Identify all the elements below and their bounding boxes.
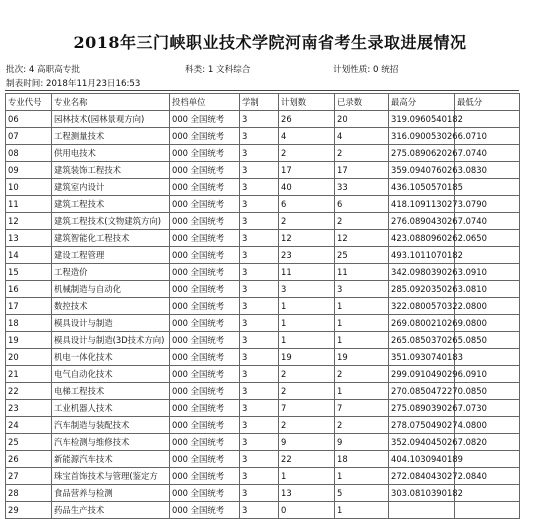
table-cell: 食品营养与检测 bbox=[52, 485, 170, 502]
table-cell: 1 bbox=[279, 298, 335, 315]
table-cell: 000 全国统考 bbox=[170, 468, 240, 485]
table-cell: 机械制造与自动化 bbox=[52, 281, 170, 298]
table-cell: 1 bbox=[335, 332, 389, 349]
table-cell: 3 bbox=[240, 400, 279, 417]
table-cell: 3 bbox=[240, 383, 279, 400]
table-row bbox=[6, 417, 520, 434]
header-cell: 最高分 bbox=[389, 94, 455, 111]
table-cell: 3 bbox=[240, 434, 279, 451]
table-cell: 3 bbox=[240, 451, 279, 468]
table-cell: 3 bbox=[240, 128, 279, 145]
table-cell: 000 全国统考 bbox=[170, 264, 240, 281]
table-cell: 4 bbox=[279, 128, 335, 145]
table-cell: 436.1050570185 bbox=[389, 179, 455, 196]
table-cell: 27 bbox=[6, 468, 52, 485]
table-cell: 3 bbox=[240, 179, 279, 196]
table-cell: 22 bbox=[6, 383, 52, 400]
table-cell: 3 bbox=[240, 230, 279, 247]
table-cell: 药品生产技术 bbox=[52, 502, 170, 519]
table-cell: 园林技术(园林景观方向) bbox=[52, 111, 170, 128]
table-cell: 2 bbox=[279, 366, 335, 383]
table-cell: 16 bbox=[6, 281, 52, 298]
table-cell: 000 全国统考 bbox=[170, 213, 240, 230]
table-cell bbox=[455, 451, 520, 468]
table-cell: 000 全国统考 bbox=[170, 145, 240, 162]
table-cell: 3 bbox=[240, 145, 279, 162]
table-cell: 3 bbox=[240, 349, 279, 366]
table-cell: 12 bbox=[6, 213, 52, 230]
table-row bbox=[6, 179, 520, 196]
table-cell: 22 bbox=[279, 451, 335, 468]
table-row bbox=[6, 451, 520, 468]
table-cell: 19 bbox=[279, 349, 335, 366]
table-cell: 建设工程管理 bbox=[52, 247, 170, 264]
table-cell: 15 bbox=[6, 264, 52, 281]
table-cell: 13 bbox=[6, 230, 52, 247]
table-cell: 269.0800210269.0800 bbox=[389, 315, 455, 332]
table-cell: 000 全国统考 bbox=[170, 400, 240, 417]
table-cell: 270.0850472270.0850 bbox=[389, 383, 455, 400]
table-cell: 303.0810390182 bbox=[389, 485, 455, 502]
table-cell: 2 bbox=[335, 145, 389, 162]
table-cell: 17 bbox=[6, 298, 52, 315]
table-cell: 3 bbox=[240, 485, 279, 502]
table-cell bbox=[455, 111, 520, 128]
table-cell: 数控技术 bbox=[52, 298, 170, 315]
table-cell: 3 bbox=[240, 196, 279, 213]
table-cell: 3 bbox=[240, 281, 279, 298]
table-cell: 2 bbox=[279, 213, 335, 230]
table-cell: 000 全国统考 bbox=[170, 417, 240, 434]
table-cell: 3 bbox=[240, 502, 279, 519]
table-cell: 28 bbox=[6, 485, 52, 502]
category-info: 科类: 1 文科综合 bbox=[185, 65, 251, 75]
admission-table bbox=[5, 93, 520, 519]
table-cell: 机电一体化技术 bbox=[52, 349, 170, 366]
table-cell bbox=[455, 349, 520, 366]
table-cell: 建筑智能化工程技术 bbox=[52, 230, 170, 247]
table-cell: 3 bbox=[240, 366, 279, 383]
table-cell: 6 bbox=[335, 196, 389, 213]
table-cell: 3 bbox=[240, 315, 279, 332]
table-cell: 23 bbox=[6, 400, 52, 417]
table-cell: 000 全国统考 bbox=[170, 349, 240, 366]
table-cell: 3 bbox=[240, 332, 279, 349]
table-cell: 000 全国统考 bbox=[170, 179, 240, 196]
table-cell: 模具设计与制造(3D技术方向) bbox=[52, 332, 170, 349]
table-cell: 5 bbox=[335, 485, 389, 502]
table-cell: 2 bbox=[279, 145, 335, 162]
table-cell: 19 bbox=[335, 349, 389, 366]
table-cell: 299.0910490296.0910 bbox=[389, 366, 455, 383]
table-cell: 电梯工程技术 bbox=[52, 383, 170, 400]
table-row bbox=[6, 230, 520, 247]
table-cell: 4 bbox=[335, 128, 389, 145]
table-cell: 3 bbox=[240, 213, 279, 230]
table-cell: 18 bbox=[335, 451, 389, 468]
table-cell: 285.0920350263.0810 bbox=[389, 281, 455, 298]
table-cell: 3 bbox=[279, 281, 335, 298]
table-cell: 12 bbox=[279, 230, 335, 247]
table-cell: 423.0880960262.0650 bbox=[389, 230, 455, 247]
table-cell: 建筑工程技术 bbox=[52, 196, 170, 213]
header-cell: 专业名称 bbox=[52, 94, 170, 111]
table-cell: 3 bbox=[240, 468, 279, 485]
header-cell: 计划数 bbox=[279, 94, 335, 111]
table-cell: 20 bbox=[335, 111, 389, 128]
table-row bbox=[6, 366, 520, 383]
table-row bbox=[6, 264, 520, 281]
table-cell: 25 bbox=[6, 434, 52, 451]
table-cell: 电气自动化技术 bbox=[52, 366, 170, 383]
table-body bbox=[6, 111, 520, 519]
table-cell: 265.0850370265.0850 bbox=[389, 332, 455, 349]
table-row bbox=[6, 468, 520, 485]
header-cell: 专业代号 bbox=[6, 94, 52, 111]
table-cell: 000 全国统考 bbox=[170, 111, 240, 128]
table-row bbox=[6, 502, 520, 519]
table-cell: 3 bbox=[240, 111, 279, 128]
table-cell: 3 bbox=[240, 247, 279, 264]
table-cell: 000 全国统考 bbox=[170, 281, 240, 298]
table-cell: 19 bbox=[6, 332, 52, 349]
table-cell: 20 bbox=[6, 349, 52, 366]
table-cell: 319.0960540182 bbox=[389, 111, 455, 128]
header-cell: 最低分 bbox=[455, 94, 520, 111]
table-cell: 000 全国统考 bbox=[170, 383, 240, 400]
table-cell: 278.0750490274.0800 bbox=[389, 417, 455, 434]
table-row bbox=[6, 485, 520, 502]
table-cell: 新能源汽车技术 bbox=[52, 451, 170, 468]
table-cell: 26 bbox=[6, 451, 52, 468]
header-cell: 已录数 bbox=[335, 94, 389, 111]
table-cell: 000 全国统考 bbox=[170, 247, 240, 264]
table-cell: 29 bbox=[6, 502, 52, 519]
table-row bbox=[6, 247, 520, 264]
table-cell: 1 bbox=[279, 468, 335, 485]
table-cell: 000 全国统考 bbox=[170, 298, 240, 315]
table-cell: 供用电技术 bbox=[52, 145, 170, 162]
table-cell: 11 bbox=[335, 264, 389, 281]
table-cell: 26 bbox=[279, 111, 335, 128]
table-cell: 3 bbox=[335, 281, 389, 298]
table-header-row bbox=[6, 94, 520, 111]
table-row bbox=[6, 128, 520, 145]
table-cell: 21 bbox=[6, 366, 52, 383]
table-cell: 3 bbox=[240, 264, 279, 281]
made-time-info: 制表时间: 2018年11月23日16:53 bbox=[6, 79, 141, 89]
table-cell: 建筑室内设计 bbox=[52, 179, 170, 196]
table-cell: 14 bbox=[6, 247, 52, 264]
table-cell: 1 bbox=[335, 383, 389, 400]
table-row bbox=[6, 196, 520, 213]
table-cell bbox=[455, 247, 520, 264]
table-cell: 工程造价 bbox=[52, 264, 170, 281]
table-cell: 1 bbox=[279, 315, 335, 332]
table-cell: 359.0940760263.0830 bbox=[389, 162, 455, 179]
table-cell bbox=[455, 485, 520, 502]
table-row bbox=[6, 332, 520, 349]
table-cell: 000 全国统考 bbox=[170, 434, 240, 451]
table-cell: 1 bbox=[279, 332, 335, 349]
table-cell: 珠宝首饰技术与管理(鉴定方 bbox=[52, 468, 170, 485]
table-row bbox=[6, 400, 520, 417]
table-row bbox=[6, 383, 520, 400]
table-cell: 工业机器人技术 bbox=[52, 400, 170, 417]
table-row bbox=[6, 349, 520, 366]
table-cell: 276.0890430267.0740 bbox=[389, 213, 455, 230]
table-cell bbox=[389, 502, 455, 519]
table-cell: 2 bbox=[335, 417, 389, 434]
table-cell: 11 bbox=[279, 264, 335, 281]
plan-type-info: 计划性质: 0 统招 bbox=[333, 65, 399, 75]
table-cell: 1 bbox=[335, 298, 389, 315]
table-cell: 404.1030940189 bbox=[389, 451, 455, 468]
table-cell: 2 bbox=[279, 383, 335, 400]
table-cell: 建筑工程技术(文物建筑方向) bbox=[52, 213, 170, 230]
table-cell: 12 bbox=[335, 230, 389, 247]
table-cell: 0 bbox=[279, 502, 335, 519]
table-cell bbox=[455, 179, 520, 196]
table-cell: 000 全国统考 bbox=[170, 502, 240, 519]
table-cell: 17 bbox=[279, 162, 335, 179]
table-cell: 40 bbox=[279, 179, 335, 196]
table-cell: 07 bbox=[6, 128, 52, 145]
table-cell: 建筑装饰工程技术 bbox=[52, 162, 170, 179]
table-row bbox=[6, 213, 520, 230]
table-cell: 352.0940450267.0820 bbox=[389, 434, 455, 451]
table-cell: 09 bbox=[6, 162, 52, 179]
table-cell: 24 bbox=[6, 417, 52, 434]
table-cell: 7 bbox=[335, 400, 389, 417]
table-cell: 000 全国统考 bbox=[170, 366, 240, 383]
table-row bbox=[6, 145, 520, 162]
table-cell: 08 bbox=[6, 145, 52, 162]
table-cell: 3 bbox=[240, 298, 279, 315]
table-cell: 000 全国统考 bbox=[170, 332, 240, 349]
table-cell: 模具设计与制造 bbox=[52, 315, 170, 332]
table-cell: 351.0930740183 bbox=[389, 349, 455, 366]
table-row bbox=[6, 281, 520, 298]
table-cell: 汽车检测与维修技术 bbox=[52, 434, 170, 451]
table-cell: 6 bbox=[279, 196, 335, 213]
table-cell: 000 全国统考 bbox=[170, 230, 240, 247]
table-cell: 000 全国统考 bbox=[170, 162, 240, 179]
header-rule bbox=[5, 90, 519, 91]
table-cell: 33 bbox=[335, 179, 389, 196]
table-row bbox=[6, 162, 520, 179]
table-row bbox=[6, 111, 520, 128]
header-cell: 学制 bbox=[240, 94, 279, 111]
table-cell: 10 bbox=[6, 179, 52, 196]
table-cell: 18 bbox=[6, 315, 52, 332]
table-cell: 23 bbox=[279, 247, 335, 264]
table-row bbox=[6, 434, 520, 451]
table-cell: 418.1091130273.0790 bbox=[389, 196, 455, 213]
table-cell: 1 bbox=[335, 468, 389, 485]
table-cell: 000 全国统考 bbox=[170, 485, 240, 502]
table-cell: 000 全国统考 bbox=[170, 451, 240, 468]
table-cell: 9 bbox=[335, 434, 389, 451]
table-cell: 2 bbox=[335, 213, 389, 230]
table-cell: 322.0800570322.0800 bbox=[389, 298, 455, 315]
table-cell: 06 bbox=[6, 111, 52, 128]
table-cell: 2 bbox=[335, 366, 389, 383]
table-cell: 工程测量技术 bbox=[52, 128, 170, 145]
document-title: 2018年三门峡职业技术学院河南省考生录取进展情况 bbox=[73, 33, 467, 52]
table-cell: 11 bbox=[6, 196, 52, 213]
batch-info: 批次: 4 高职高专批 bbox=[6, 65, 80, 75]
table-cell: 汽车制造与装配技术 bbox=[52, 417, 170, 434]
table-row bbox=[6, 315, 520, 332]
table-cell: 316.0900530266.0710 bbox=[389, 128, 455, 145]
header-cell: 投档单位 bbox=[170, 94, 240, 111]
table-cell: 275.0890390267.0730 bbox=[389, 400, 455, 417]
table-cell: 7 bbox=[279, 400, 335, 417]
table-cell: 2 bbox=[279, 417, 335, 434]
table-cell: 000 全国统考 bbox=[170, 128, 240, 145]
table-cell: 25 bbox=[335, 247, 389, 264]
table-cell: 275.0890620267.0740 bbox=[389, 145, 455, 162]
table-cell: 493.1011070182 bbox=[389, 247, 455, 264]
table-cell: 9 bbox=[279, 434, 335, 451]
table-cell: 3 bbox=[240, 162, 279, 179]
table-cell: 342.0980390263.0910 bbox=[389, 264, 455, 281]
table-row bbox=[6, 298, 520, 315]
table-cell: 272.0840430272.0840 bbox=[389, 468, 455, 485]
table-cell: 3 bbox=[240, 417, 279, 434]
table-cell: 13 bbox=[279, 485, 335, 502]
table-cell: 1 bbox=[335, 315, 389, 332]
table-cell: 000 全国统考 bbox=[170, 196, 240, 213]
table-cell: 17 bbox=[335, 162, 389, 179]
table-cell: 000 全国统考 bbox=[170, 315, 240, 332]
table-cell: 1 bbox=[335, 502, 389, 519]
table-cell bbox=[455, 502, 520, 519]
